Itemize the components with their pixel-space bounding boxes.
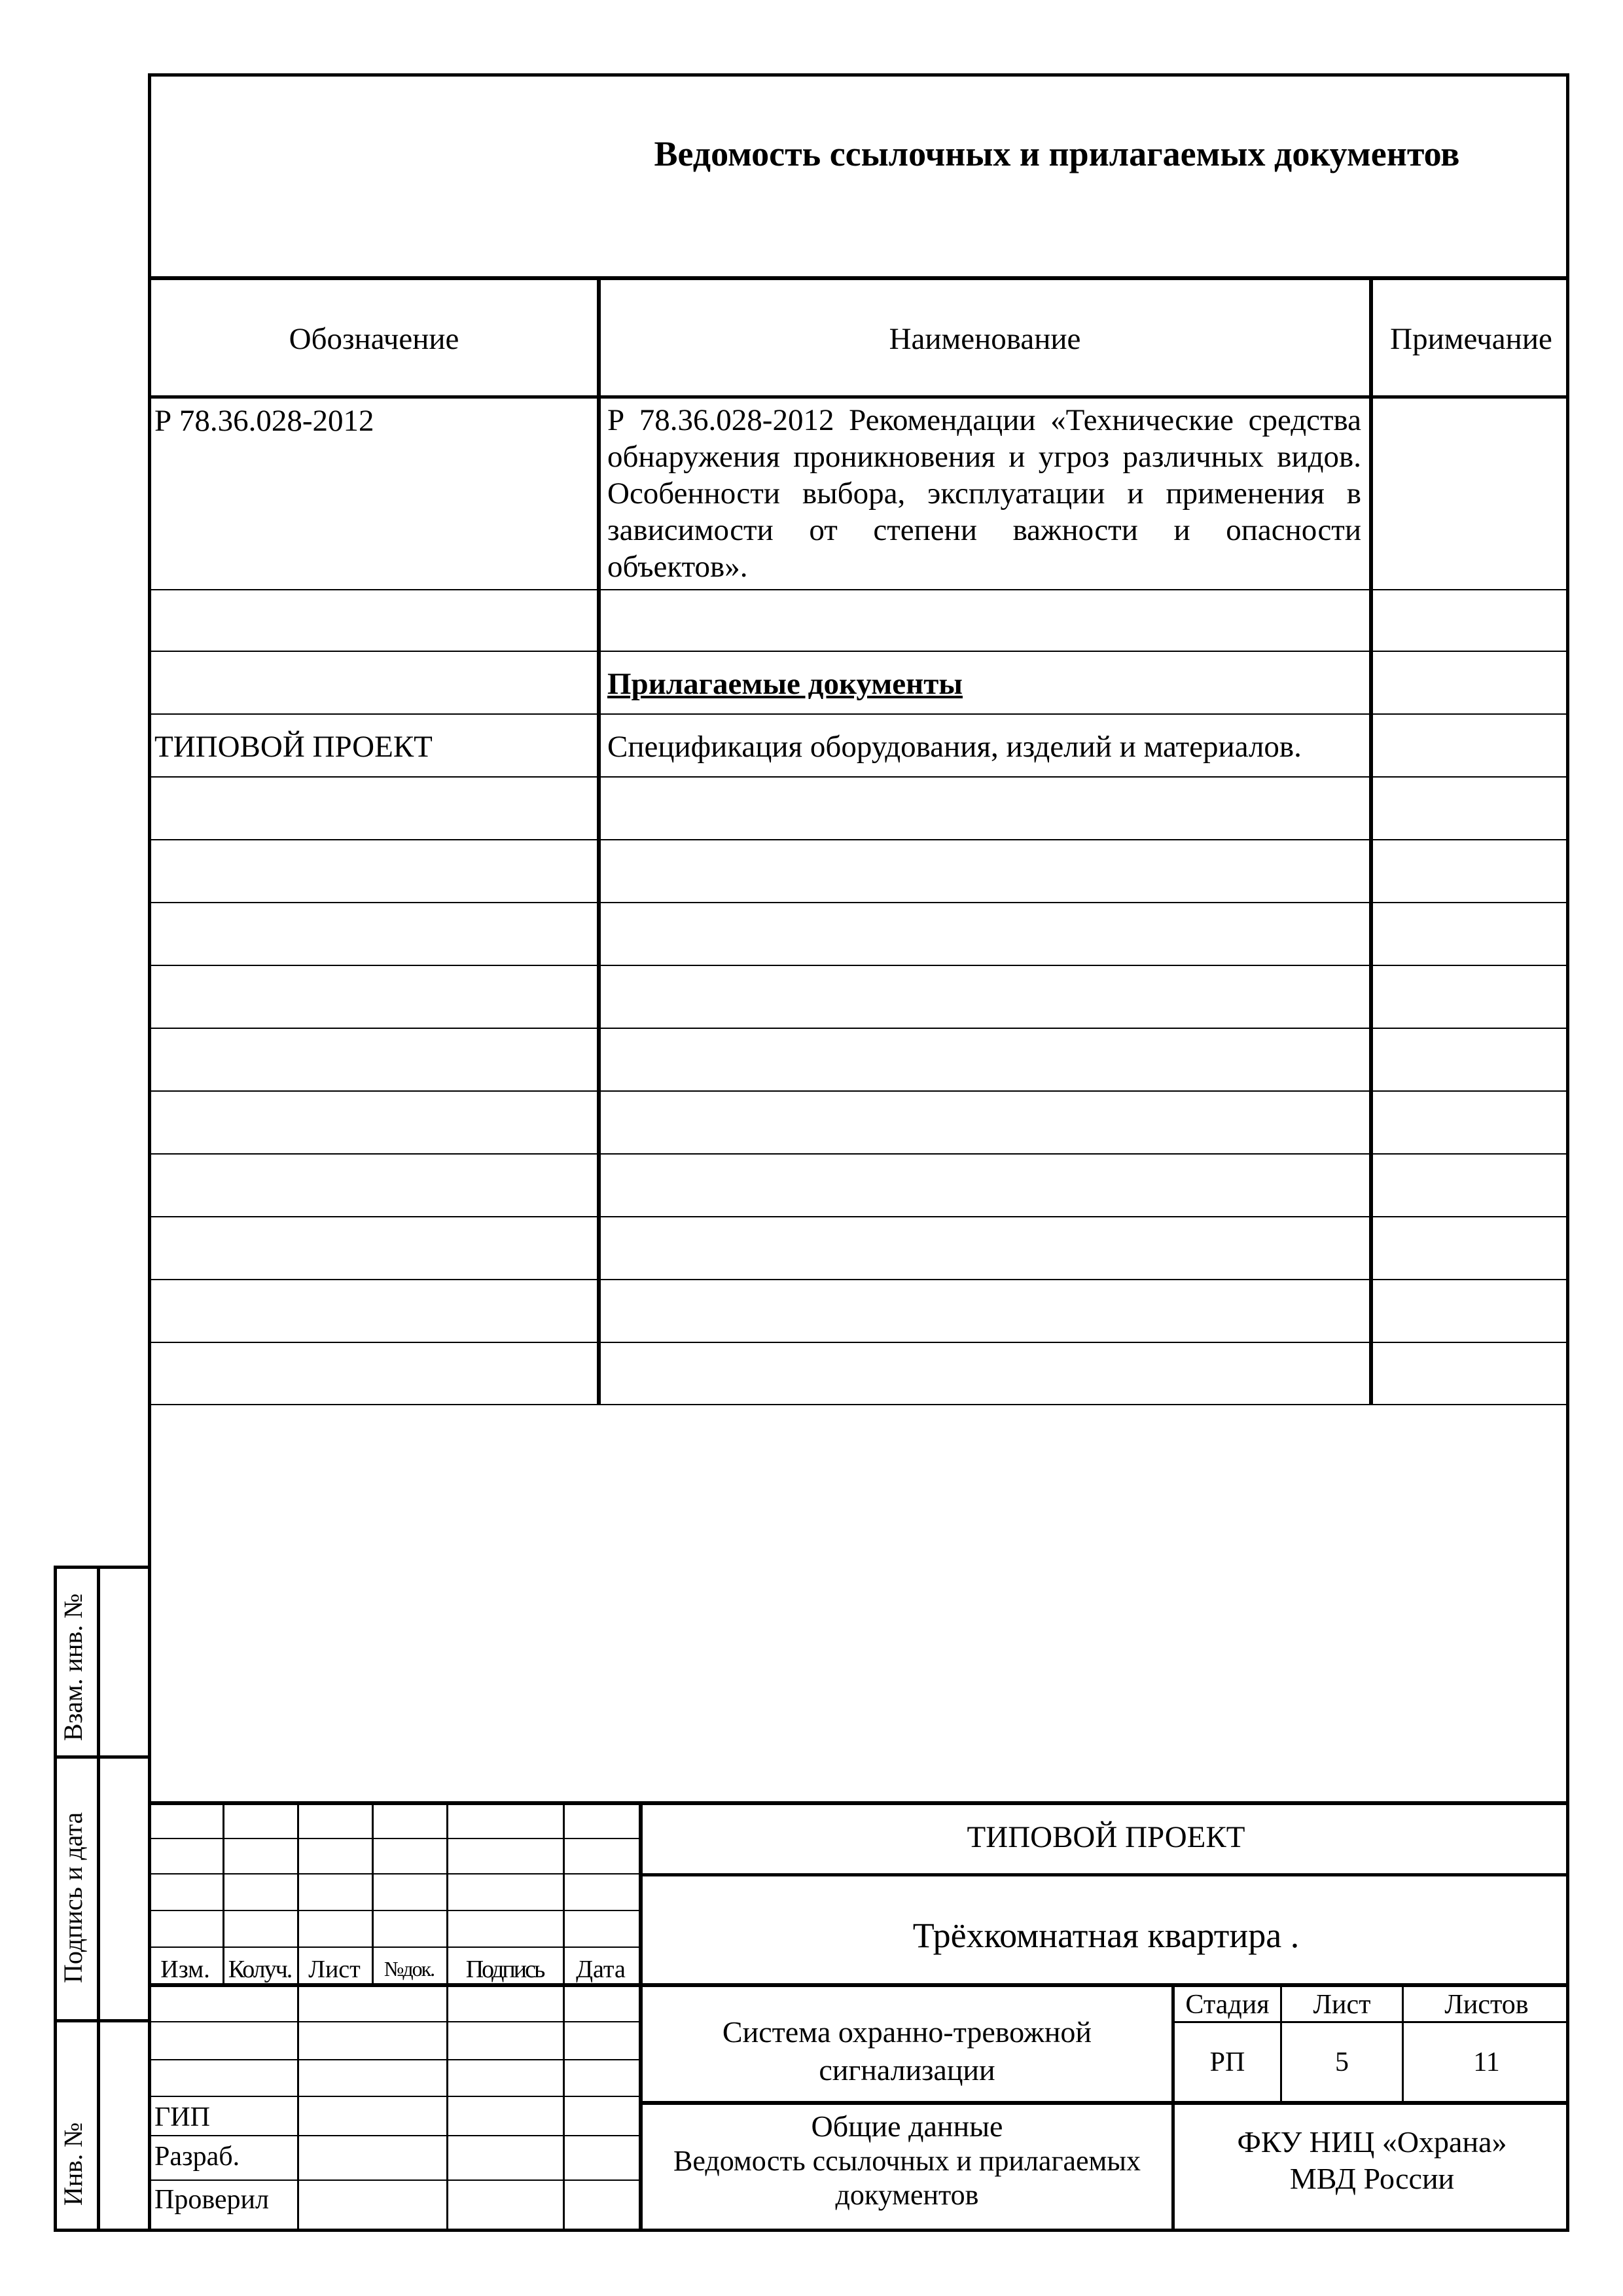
table-row-name: Спецификация оборудования, изделий и материалов.	[607, 730, 1302, 764]
rev-header-podpis: Подпись	[465, 1956, 544, 1983]
project-code: ТИПОВОЙ ПРОЕКТ	[967, 1820, 1245, 1854]
column-header-name: Наименование	[889, 322, 1081, 356]
stamp-podpis-data: Подпись и дата	[58, 1812, 88, 1983]
sheets-value: 11	[1473, 2047, 1500, 2077]
organization-line2: МВД России	[1289, 2162, 1455, 2195]
column-header-designation: Обозначение	[289, 322, 459, 356]
sheet-title-line3: документов	[835, 2179, 979, 2211]
organization-line1: ФКУ НИЦ «Охрана»	[1237, 2125, 1507, 2159]
rev-header-data: Дата	[576, 1956, 626, 1983]
rev-header-koluch: Колуч.	[228, 1956, 292, 1983]
table-row-designation: ТИПОВОЙ ПРОЕКТ	[154, 730, 433, 764]
stage-value: РП	[1209, 2047, 1245, 2077]
rev-header-izm: Изм.	[160, 1956, 210, 1983]
role-gip: ГИП	[154, 2102, 210, 2132]
sheet-title-line2: Ведомость ссылочных и прилагаемых	[673, 2145, 1141, 2177]
system-name-line1: Система охранно-тревожной	[722, 2015, 1092, 2049]
sheet-value: 5	[1335, 2047, 1349, 2077]
role-proveril: Проверил	[154, 2185, 269, 2215]
rev-header-list: Лист	[308, 1956, 361, 1983]
page-title: Ведомость ссылочных и прилагаемых документов	[654, 134, 1460, 173]
column-header-note: Примечание	[1390, 322, 1552, 356]
sheet-title-line1: Общие данные	[811, 2109, 1003, 2143]
stamp-inv-no: Инв. №	[58, 2122, 88, 2206]
table-row-name: Р 78.36.028-2012 Рекомендации «Технические средства обнаружения проникновения и угроз различных видов. Особенности выбора, эксплуатации и применения в зависимости от степени важности и опасности объектов».	[607, 403, 1361, 584]
rev-header-ndok: №док.	[383, 1957, 435, 1981]
sheets-label: Листов	[1444, 1990, 1529, 2020]
sheet-label: Лист	[1313, 1990, 1371, 2020]
stamp-vzam-inv: Взам. инв. №	[58, 1593, 88, 1741]
stage-label: Стадия	[1185, 1990, 1270, 2020]
object-name: Трёхкомнатная квартира .	[912, 1916, 1300, 1955]
role-razrab: Разраб.	[154, 2142, 240, 2172]
system-name-line2: сигнализации	[819, 2053, 995, 2087]
section-heading: Прилагаемые документы	[607, 667, 963, 701]
table-row-designation: Р 78.36.028-2012	[154, 404, 374, 438]
